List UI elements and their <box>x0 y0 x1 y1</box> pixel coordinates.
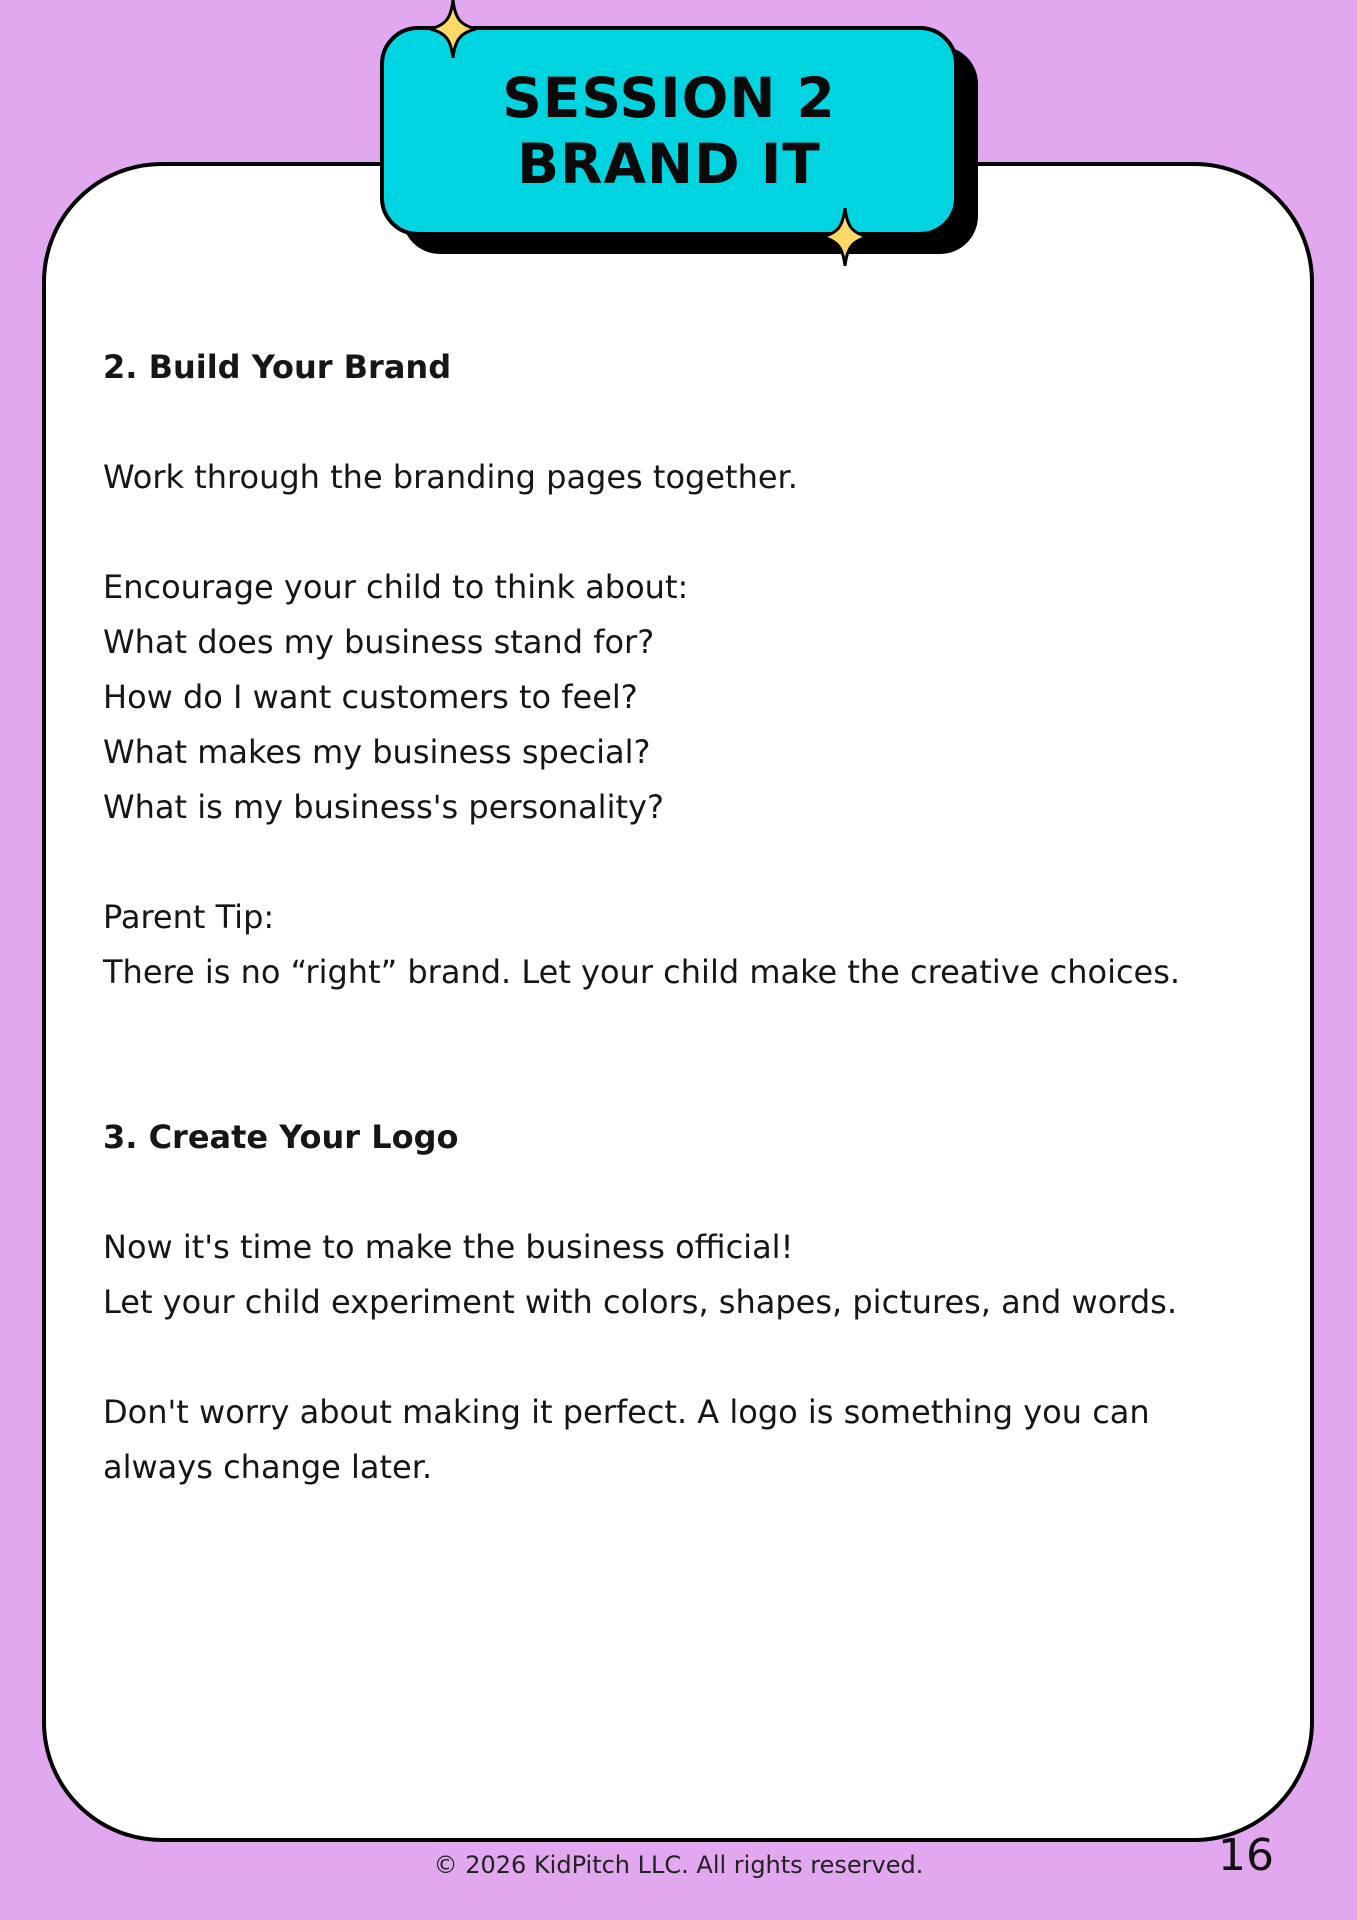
session-subtitle: BRAND IT <box>517 132 821 196</box>
parent-tip-label: Parent Tip: <box>103 898 275 936</box>
brand-question: What makes my business special? <box>103 733 651 771</box>
parent-tip-text: There is no “right” brand. Let your child make the creative choices. <box>103 953 1181 991</box>
brand-question: What is my business's personality? <box>103 788 664 826</box>
logo-line-1: Now it's time to make the business official! <box>103 1228 794 1266</box>
sparkle-icon-top <box>430 0 476 58</box>
logo-line-2: Let your child experiment with colors, shapes, pictures, and words. <box>103 1283 1178 1321</box>
brand-question: What does my business stand for? <box>103 623 655 661</box>
copyright-footer: © 2026 KidPitch LLC. All rights reserved. <box>433 1851 924 1879</box>
logo-paragraph: Don't worry about making it perfect. A logo is something you can always change later. <box>103 1393 1150 1486</box>
section-heading-logo: 3. Create Your Logo <box>103 1118 459 1156</box>
session-title: SESSION 2 <box>502 66 836 130</box>
sparkle-icon-bottom <box>822 208 868 266</box>
brand-question: How do I want customers to feel? <box>103 678 638 716</box>
section-heading-brand: 2. Build Your Brand <box>103 348 452 386</box>
brand-prompt: Encourage your child to think about: <box>103 568 689 606</box>
page-number: 16 <box>1218 1830 1274 1881</box>
content-body <box>103 340 1263 1495</box>
brand-intro: Work through the branding pages together. <box>103 458 798 496</box>
